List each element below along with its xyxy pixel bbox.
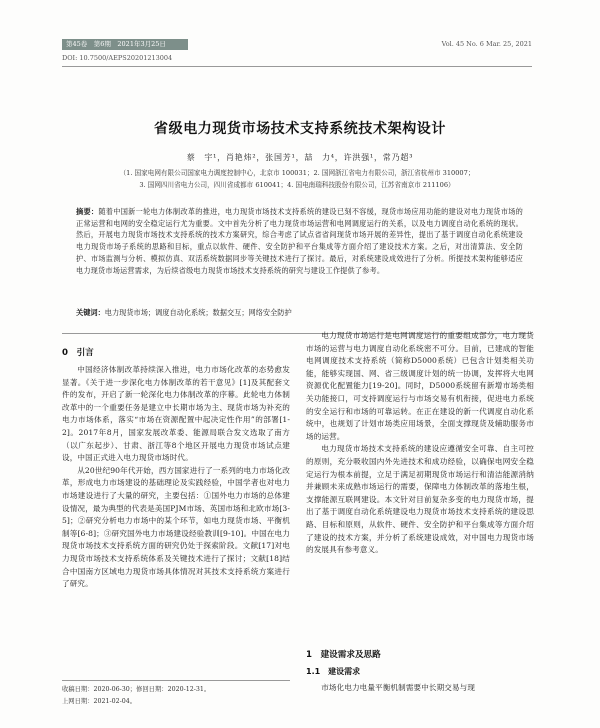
body-paragraph: 电力现货市场技术支持系统的建设应遵循安全可靠、自主可控的原则，充分吸收国内外先进技术和成功经验，以确保电网安全稳定运行为根本前提，立足于满足初期现货市场运行和清洁能源消纳并兼顾未来成熟市场运行的需要，保障电力体制改革的落地生根，支撑能源互联网建设。本文针对目前复杂多变的电力现货市场，提出了基于调度自动化系统建设电力现货市场技术支持系统的建设思路、目标和原则，从软件、硬件、安全防护和平台集成等方面介绍了建设的技术方案，并分析了系统建设成效，对中国电力现货市场的发展具有参考意义。 — [306, 444, 534, 555]
keywords — [76, 308, 523, 318]
footnote — [62, 684, 210, 708]
affiliation-line: 3. 国网四川省电力公司，四川省成都市 610041；4. 国电南瑞科技股份有限公司，江苏省南京市 211106） — [139, 181, 455, 189]
abstract-text: 随着中国新一轮电力体制改革的推进，电力现货市场技术支持系统的建设已刻不容缓，现货市场应用功能的建设对电力现货市场的正常运营和电网的安全稳定运行尤为重要。文中首先分析了电力现货市场运营和电网调度运行的关系，以及电力调度自动化系统的现状。然后，开展电力现货市场技术支持系统的技术方案研究，综合考虑了试点省省间现货市场开展的差异性，提出了基于调度自动化系统建设电力现货市场子系统的思路和目标，重点以软件、硬件、安全防护和平台集成等方面介绍了建设技术方案。之后，对出清算法、安全防护、市场监测与分析、模拟仿真、双活系统数据同步等关键技术进行了探讨。最后，对系统建设成效进行了分析。所提技术架构能够适应电力现货市场运营需求，为后续省级电力现货市场技术支持系统的研究与建设工作提供了参考。 — [76, 207, 523, 275]
journal-volume-en: Vol. 45 No. 6 Mar. 25, 2021 — [441, 40, 532, 48]
footnote-online: 上网日期：2021-02-04。 — [62, 698, 137, 705]
keywords-text: 电力现货市场；调度自动化系统；数据交互；网络安全防护 — [104, 308, 292, 317]
keywords-label: 关键词： — [76, 308, 105, 317]
section-1-1-heading: 1.1 建设需求 — [306, 667, 361, 676]
authors: 蔡 宇¹，肖艳炜²，张国芳¹，喆 力⁴，许洪强¹，常乃超³ — [186, 153, 414, 162]
footnote-rule — [62, 680, 290, 681]
body-paragraph: 电力现货市场运行是电网调度运行的重要组成部分，电力现货市场的运营与电力调度自动化系统密不可分。目前，已建成的智能电网调度技术支持系统（简称D5000系统）已包含计划类相关功能，能够实现国、网、省三级调度计划的统一协调，发挥将大电网资源优化配置能力[19-20]。同时，D5000系统留有新增市场类相关功能接口，可支持调度运行与市场交易有机衔接，促进电力系统的安全运行和市场的可靠运转。在正在建设的新一代调度自动化系统中，也规划了计划市场类应用场景，全面支撑现货及辅助服务市场的运营。 — [306, 331, 534, 441]
abstract — [76, 206, 523, 276]
footnote-received: 收稿日期：2020-06-30；修回日期：2020-12-31。 — [62, 686, 211, 693]
doi: DOI: 10.7500/AEPS20201213004 — [62, 54, 173, 62]
journal-issue-bar: 第45卷 第6期 2021年3月25日 — [62, 39, 188, 50]
paper-title: 省级电力现货市场技术支持系统技术架构设计 — [154, 121, 446, 137]
affiliations — [62, 167, 532, 191]
section-1-heading: 1 建设需求及思路 — [306, 650, 381, 660]
header-rule — [62, 66, 532, 67]
body-paragraph: 中国经济体制改革持续深入推进，电力市场化改革的态势愈发显著。《关于进一步深化电力体制改革的若干意见》[1]及其配套文件的发布，开启了新一轮深化电力体制改革的序幕。此轮电力体制改革中的一个重要任务是建立中长期市场为主、现货市场为补充的电力市场体系，落实“市场在资源配置中起决定性作用”的部署[1-2]。2017年8月，国家发展改革委、能源局联合发文选取了南方（以广东起步）、甘肃、浙江等8个地区开展电力现货市场试点建设，中国正式进入电力现货市场时代。 — [62, 365, 290, 463]
right-column — [306, 330, 534, 557]
left-column — [62, 364, 290, 591]
body-paragraph: 市场化电力电量平衡机制需要中长期交易与现 — [321, 683, 476, 692]
affiliation-line: （1. 国家电网有限公司国家电力调度控制中心，北京市 100031；2. 国网浙江省电力有限公司，浙江省杭州市 310007； — [119, 169, 475, 177]
abstract-label: 摘要： — [76, 207, 99, 216]
body-paragraph: 从20世纪90年代开始，西方国家进行了一系列的电力市场化改革，形成电力市场建设的基础理论及实践经验，中国学者也对电力市场建设进行了大量的研究，主要包括：①国外电力市场的总体建设情况，最为典型的代表是美国PJM市场、英国市场和北欧市场[3-5]；②研究分析电力市场中的某个环节，如电力现货市场、平衡机制等[6-8]；③研究国外电力市场建设经验教训[9-10]。中国在电力现货市场技术支持系统方面的研究仍处于探索阶段。文献[17]对电力现货市场技术支持系统体系及关键技术进行了探讨；文献[18]结合中国南方区域电力现货市场具体情况对其技术支持系统方案进行了研究。 — [62, 465, 290, 589]
section-0-heading: 0 引言 — [62, 348, 94, 358]
right-column-continued — [306, 682, 534, 695]
